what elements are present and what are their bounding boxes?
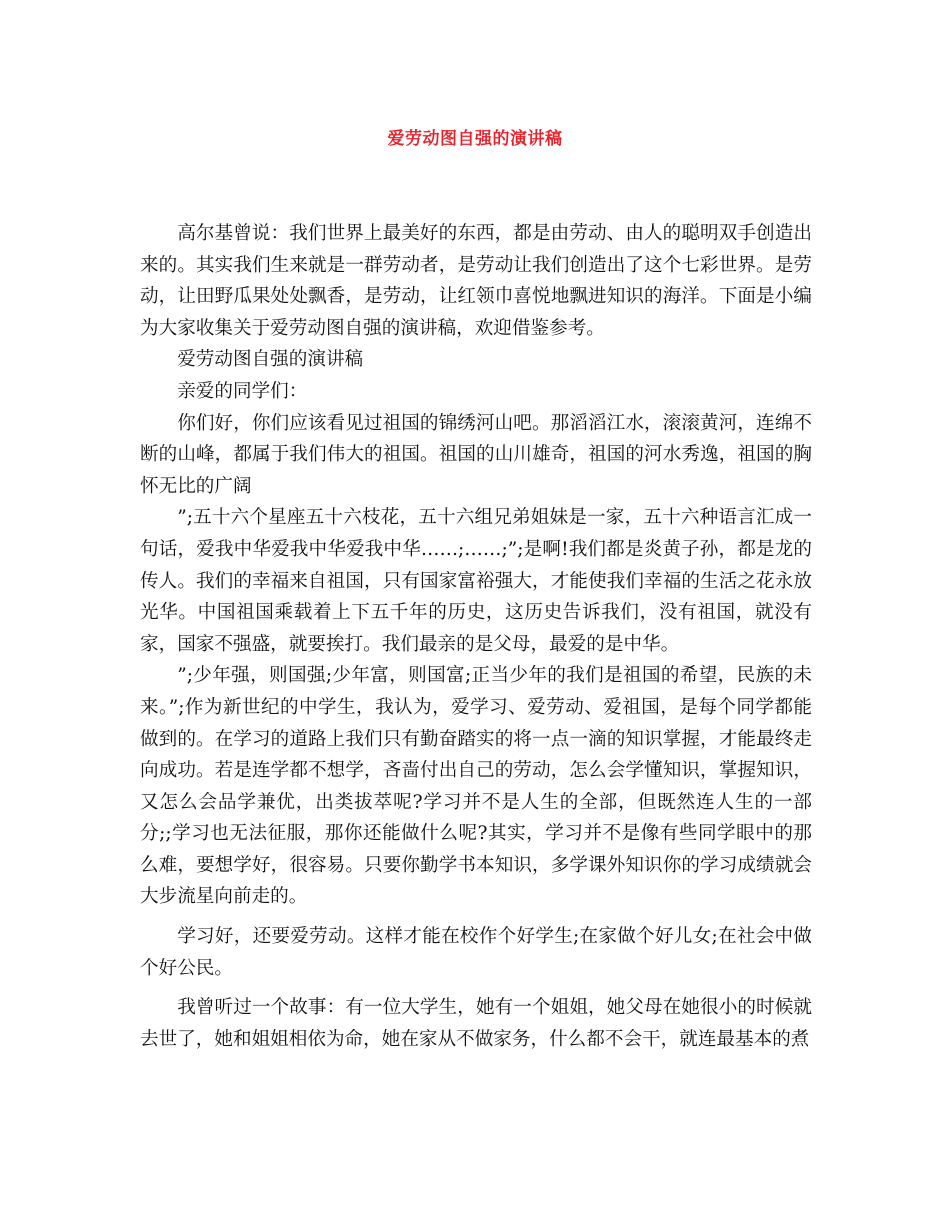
document-body xyxy=(140,218,812,1055)
paragraph-fifty-six: ”;五十六个星座五十六枝花，五十六组兄弟姐妹是一家，五十六种语言汇成一句话，爱我中华爱我中华爱我中华……;……;”;是啊!我们都是炎黄子孙，都是龙的传人。我们的幸福来自祖国，只有国家富裕强大，才能使我们幸福的生活之花永放光华。中国祖国乘载着上下五千年的历史，这历史告诉我们，没有祖国，就没有家，国家不强盛，就要挨打。我们最亲的是父母，最爱的是中华。 xyxy=(140,507,812,655)
paragraph-greeting: 你们好，你们应该看见过祖国的锦绣河山吧。那滔滔江水，滚滚黄河，连绵不断的山峰，都属于我们伟大的祖国。祖国的山川雄奇，祖国的河水秀逸，祖国的胸怀无比的广阔 xyxy=(140,412,812,497)
paragraph-labor: 学习好，还要爱劳动。这样才能在校作个好学生;在家做个好儿女;在社会中做个好公民。 xyxy=(140,926,812,979)
paragraph-story: 我曾听过一个故事：有一位大学生，她有一个姐姐，她父母在她很小的时候就去世了，她和姐姐相依为命，她在家从不做家务，什么都不会干，就连最基本的煮 xyxy=(140,997,812,1050)
document-title: 爱劳动图自强的演讲稿 xyxy=(387,129,563,149)
paragraph-youth: ”;少年强，则国强;少年富，则国富;正当少年的我们是祖国的希望，民族的未来。”;作为新世纪的中学生，我认为，爱学习、爱劳动、爱祖国，是每个同学都能做到的。在学习的道路上我们只有勤奋踏实的将一点一滴的知识掌握，才能最终走向成功。若是连学都不想学，吝啬付出自己的劳动，怎么会学懂知识，掌握知识，又怎么会品学兼优，出类拔萃呢?学习并不是人生的全部，但既然连人生的一部分;;学习也无法征服，那你还能做什么呢?其实，学习并不是像有些同学眼中的那么难，要想学好，很容易。只要你勤学书本知识，多学课外知识你的学习成绩就会大步流星向前走的。 xyxy=(140,665,812,908)
paragraph-salutation: 亲爱的同学们： xyxy=(177,380,308,402)
paragraph-subtitle: 爱劳动图自强的演讲稿 xyxy=(177,349,364,371)
paragraph-intro: 高尔基曾说：我们世界上最美好的东西，都是由劳动、由人的聪明双手创造出来的。其实我们生来就是一群劳动者，是劳动让我们创造出了这个七彩世界。是劳动，让田野瓜果处处飘香，是劳动，让红领巾喜悦地飘进知识的海洋。下面是小编为大家收集关于爱劳动图自强的演讲稿，欢迎借鉴参考。 xyxy=(140,223,812,339)
